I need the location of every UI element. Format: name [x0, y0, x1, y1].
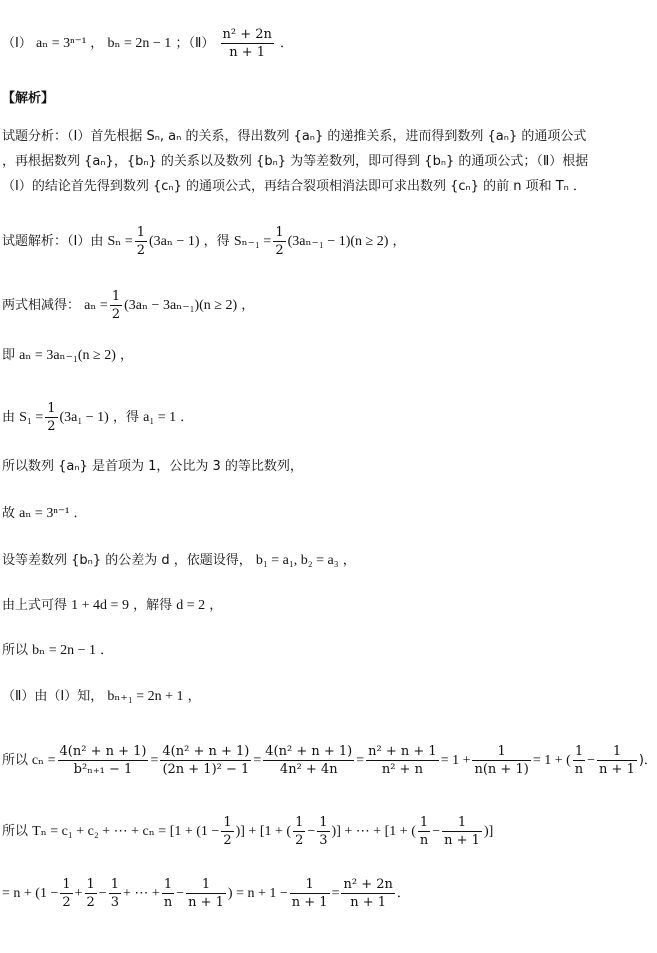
- fraction-denominator: 2: [295, 833, 304, 848]
- fraction-numerator: 4(n² + n + 1): [265, 744, 353, 759]
- fraction-denominator: (2n + 1)² − 1: [162, 762, 250, 777]
- step-punct: ，: [187, 689, 201, 704]
- step-formula: = 1 +: [440, 753, 471, 768]
- step-connector: ，解得: [133, 598, 173, 613]
- step-formula: = n + (1 −: [2, 886, 59, 901]
- final-fraction: [341, 876, 394, 911]
- step-formula: (3aₙ₋₁ − 1)(n ≥ 2): [287, 234, 389, 249]
- fraction-numerator: 1: [162, 876, 174, 894]
- step-formula: )] + [1 + (: [235, 824, 292, 839]
- fraction-numerator: 1: [275, 225, 284, 240]
- analysis-header: 【解析】: [2, 91, 55, 106]
- half-fraction: [110, 288, 122, 323]
- step-label: （Ⅱ）由（Ⅰ）知，: [2, 689, 104, 704]
- fraction-denominator: n(n + 1): [474, 762, 529, 777]
- tn-fraction: [317, 814, 329, 849]
- fraction-denominator: n² + n: [381, 762, 423, 777]
- minus-sign: −: [98, 886, 107, 901]
- fraction-denominator: 2: [136, 243, 146, 258]
- step-punct: ，: [209, 598, 223, 613]
- step-formula: = 1 + (: [532, 753, 571, 768]
- step-label: 试题解析：（Ⅰ）由: [2, 234, 104, 249]
- solution-step-8: [2, 597, 222, 615]
- answer-part1-label: （Ⅰ）: [2, 36, 32, 51]
- step-formula: (3aₙ − 1): [149, 234, 200, 249]
- fraction-numerator: 1: [136, 225, 146, 240]
- step-label: 所以: [2, 824, 29, 839]
- half-fraction: [45, 400, 57, 435]
- step-formula: + ⋯ +: [123, 886, 160, 901]
- equals-sign: =: [331, 886, 340, 901]
- equals-sign: =: [253, 753, 262, 768]
- solution-step-10: [2, 688, 201, 706]
- step-label: 即: [2, 348, 16, 363]
- step-punct: ，: [120, 348, 134, 363]
- final-fraction: [290, 876, 330, 911]
- minus-sign: −: [587, 753, 596, 768]
- step-label: 故: [2, 506, 16, 521]
- fraction-denominator: 3: [110, 895, 120, 910]
- fraction-denominator: 2: [47, 419, 56, 434]
- answer-part2-label: ；（Ⅱ）: [175, 36, 215, 51]
- fraction-numerator: 1: [472, 743, 530, 761]
- half-fraction: [273, 224, 285, 259]
- fraction-numerator: 1: [111, 289, 121, 304]
- fraction-numerator: 4(n² + n + 1): [59, 744, 147, 759]
- step-formula: (3aₙ − 3aₙ₋₁)(n ≥ 2): [124, 298, 238, 313]
- answer-bn-formula: bₙ = 2n − 1: [107, 36, 172, 51]
- step-connector: ，得: [203, 234, 230, 249]
- step-formula: a₁ = 1: [143, 410, 177, 425]
- step-punct: ．: [100, 643, 114, 658]
- solution-step-9: [2, 642, 113, 660]
- tn-fraction: [293, 814, 305, 849]
- tn-fraction: [221, 814, 233, 849]
- fraction-numerator: 1: [290, 876, 330, 894]
- fraction-denominator: 4n² + 4n: [279, 762, 338, 777]
- step-formula: aₙ = 3ⁿ⁻¹: [19, 506, 70, 521]
- fraction-denominator: 2: [62, 895, 71, 910]
- fraction-numerator: 1: [319, 815, 328, 830]
- solution-step-1: [2, 224, 406, 259]
- step-formula: )] + ⋯ + [1 + (: [331, 824, 416, 839]
- solution-step-11: [2, 743, 657, 778]
- fraction-denominator: 2: [275, 243, 284, 258]
- fraction-numerator: 1: [418, 814, 430, 832]
- fraction-numerator: 1: [442, 814, 482, 832]
- fraction-numerator: 1: [86, 877, 95, 892]
- tn-fraction: [442, 814, 482, 849]
- step-formula: d = 2: [176, 598, 206, 613]
- step-label: 设等差数列 {bₙ} 的公差为 d ，依题设得，: [2, 553, 252, 568]
- fraction-numerator: 1: [223, 815, 232, 830]
- tn-fraction: [418, 814, 430, 849]
- analysis-line-3: （Ⅰ）的结论首先得到数列 {cₙ} 的通项公式，再结合裂项相消法即可求出数列 {cₙ} 的前 n 项和 Tₙ ．: [2, 179, 586, 194]
- final-fraction: [60, 876, 72, 911]
- fraction-denominator: 2: [223, 833, 232, 848]
- minus-sign: −: [432, 824, 441, 839]
- step-punct: ，: [342, 553, 356, 568]
- analysis-line-2: ，再根据数列 {aₙ}，{bₙ} 的关系以及数列 {bₙ} 为等差数列，即可得到 {bₙ} 的通项公式；（Ⅱ）根据: [2, 154, 589, 169]
- solution-step-6: [2, 505, 86, 523]
- step-label: 由上式可得: [2, 598, 68, 613]
- fraction-denominator: 2: [86, 895, 95, 910]
- answer-fraction: [221, 26, 274, 61]
- fraction-numerator: 1: [597, 743, 637, 761]
- fraction-numerator: 1: [47, 401, 56, 416]
- step-connector: ，得: [112, 410, 139, 425]
- fraction-numerator: n² + 2n: [343, 877, 393, 892]
- final-fraction: [85, 876, 97, 911]
- cn-fraction-7: [597, 743, 637, 778]
- step-formula: Sₙ =: [107, 234, 133, 249]
- cn-fraction-3: [263, 743, 354, 778]
- step-formula: b₁ = a₁, b₂ = a₃: [255, 553, 339, 568]
- final-fraction: [109, 876, 121, 911]
- fraction-denominator: n: [419, 833, 429, 848]
- fraction-denominator: n + 1: [291, 895, 328, 910]
- step-formula: aₙ = 3aₙ₋₁(n ≥ 2): [19, 348, 116, 363]
- step-formula: Tₙ = c₁ + c₂ + ⋯ + cₙ = [1 + (1 −: [32, 824, 220, 839]
- step-formula: ) = n + 1 −: [227, 886, 288, 901]
- solution-step-4: [2, 400, 193, 435]
- equals-sign: =: [150, 753, 159, 768]
- fraction-numerator: 4(n² + n + 1): [162, 744, 250, 759]
- fraction-denominator: 2: [111, 307, 121, 322]
- step-formula: )]: [483, 824, 494, 839]
- fraction-numerator: 1: [295, 815, 304, 830]
- step-label: 两式相减得：: [2, 298, 81, 313]
- fraction-denominator: n: [574, 762, 584, 777]
- step-formula: aₙ =: [84, 298, 108, 313]
- fraction-denominator: n + 1: [444, 833, 480, 848]
- step-punct: ．: [180, 410, 194, 425]
- solution-step-3: [2, 347, 133, 365]
- step-punct: ．: [73, 506, 87, 521]
- step-formula: Sₙ₋₁ =: [233, 234, 272, 249]
- step-punct: ，: [392, 234, 406, 249]
- step-formula: 1 + 4d = 9: [71, 598, 129, 613]
- step-formula: bₙ₊₁ = 2n + 1: [107, 689, 184, 704]
- step-label: 由: [2, 410, 16, 425]
- fraction-numerator: 1: [110, 877, 120, 892]
- plus-sign: +: [74, 886, 83, 901]
- final-fraction: [186, 876, 226, 911]
- fraction-numerator: 1: [62, 877, 71, 892]
- cn-fraction-6: [573, 743, 585, 778]
- answer-period: ．: [280, 36, 294, 51]
- cn-fraction-4: [366, 743, 439, 778]
- solution-step-2: [2, 288, 254, 323]
- fraction-numerator: n² + n + 1: [368, 744, 437, 759]
- solution-step-5: 所以数列 {aₙ} 是首项为 1，公比为 3 的等比数列，: [2, 459, 303, 474]
- fraction-denominator: n + 1: [350, 895, 387, 910]
- step-formula: cₙ =: [31, 753, 56, 768]
- minus-sign: −: [307, 824, 316, 839]
- step-formula: (3a₁ − 1): [59, 410, 109, 425]
- step-formula: S₁ =: [19, 410, 44, 425]
- solution-step-13: [2, 876, 410, 911]
- step-punct: ，: [241, 298, 255, 313]
- step-punct: ．: [396, 886, 410, 901]
- solution-step-12: [2, 814, 493, 849]
- half-fraction: [135, 224, 147, 259]
- equals-sign: =: [356, 753, 365, 768]
- fraction-denominator: n: [163, 895, 173, 910]
- fraction-denominator: n + 1: [229, 45, 266, 60]
- fraction-numerator: 1: [186, 876, 226, 894]
- step-label: 所以: [2, 753, 29, 768]
- step-label: 所以: [2, 643, 29, 658]
- fraction-denominator: b²ₙ₊₁ − 1: [73, 762, 133, 777]
- answer-comma: ，: [90, 36, 104, 51]
- final-fraction: [162, 876, 174, 911]
- fraction-denominator: n + 1: [188, 895, 224, 910]
- step-punct: )．: [638, 753, 657, 768]
- cn-fraction-5: [472, 743, 530, 778]
- fraction-numerator: 1: [573, 743, 585, 761]
- fraction-denominator: n + 1: [599, 762, 635, 777]
- cn-fraction-2: [160, 743, 251, 778]
- cn-fraction-1: [58, 743, 149, 778]
- answer-an-formula: aₙ = 3ⁿ⁻¹: [35, 36, 87, 51]
- analysis-line-1: 试题分析：（Ⅰ）首先根据 Sₙ, aₙ 的关系，得出数列 {aₙ} 的递推关系，进而得到数列 {aₙ} 的通项公式: [2, 129, 587, 144]
- step-formula: bₙ = 2n − 1: [32, 643, 97, 658]
- answer-line: [2, 26, 293, 61]
- fraction-denominator: 3: [319, 833, 328, 848]
- solution-step-7: [2, 552, 356, 570]
- fraction-numerator: n² + 2n: [222, 27, 272, 42]
- minus-sign: −: [176, 886, 185, 901]
